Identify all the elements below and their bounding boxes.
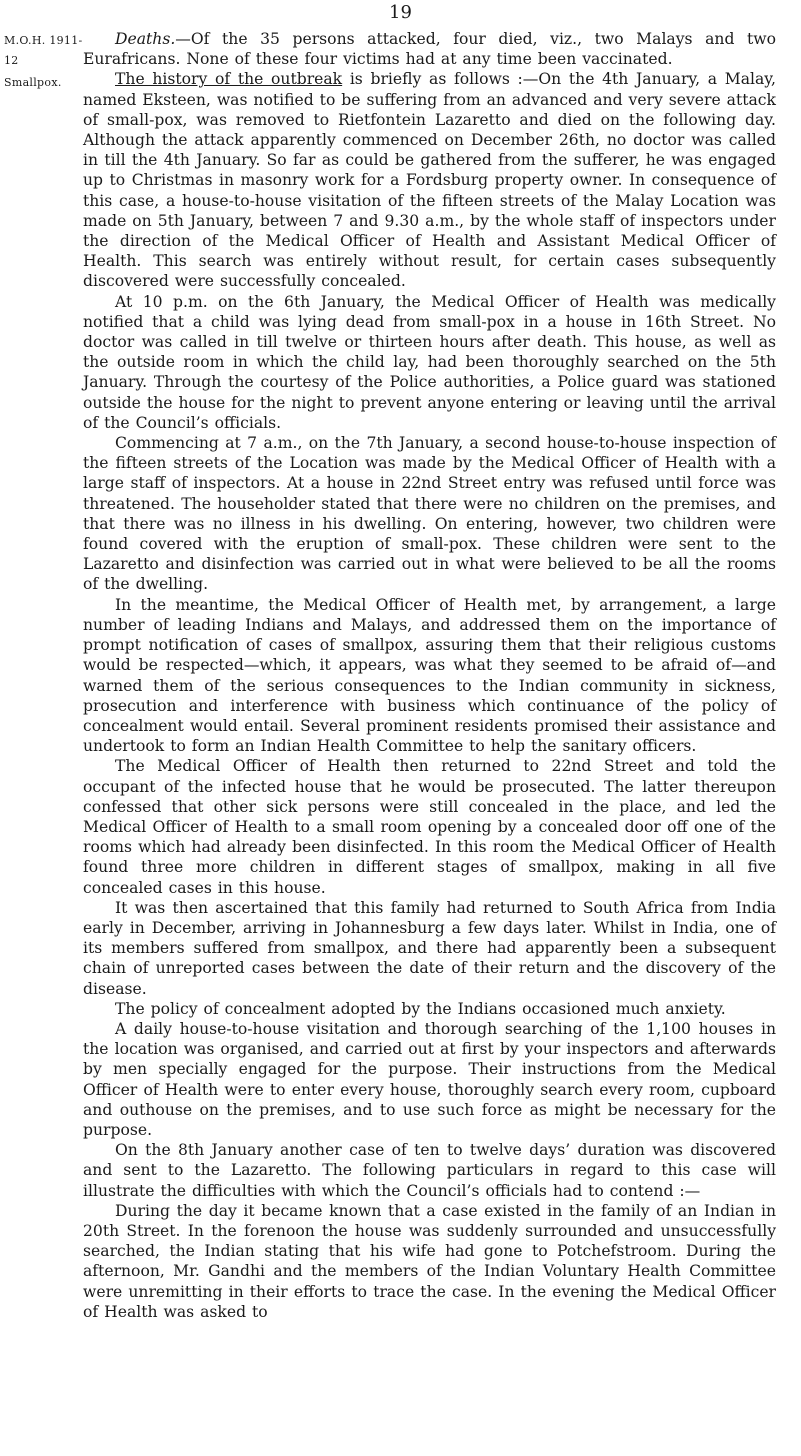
margin-report: M.O.H. 1911-12 — [4, 34, 83, 67]
paragraph: A daily house-to-house visitation and thorough searching of the 1,100 houses in the location was organised, and carried out at first by your inspectors and afterwards by men specially engaged for the purpose. Their instructions from the Medical Officer of Health were to enter every house, thoroughly search every room, cupboard and outhouse on the premises, and to use such force as might be necessary for the purpose. — [83, 1019, 776, 1139]
margin-notes — [4, 31, 84, 93]
paragraph: During the day it became known that a case existed in the family of an Indian in 20th Street. In the forenoon the house was suddenly surrounded and unsuccessfully searched, the Indian stating that his wife had gone to Potchefstroom. During the afternoon, Mr. Gandhi and the members of the Indian Voluntary Health Committee were unremitting in their efforts to trace the case. In the evening the Medical Officer of Health was asked to — [83, 1201, 776, 1321]
paragraph: At 10 p.m. on the 6th January, the Medical Officer of Health was medically notified that a child was lying dead from small-pox in a house in 16th Street. No doctor was called in till twelve or thirteen hours after death. This house, as well as the outside room in which the child lay, had been thoroughly searched on the 5th January. Through the courtesy of the Police authorities, a Police guard was stationed outside the house for the night to prevent anyone entering or leaving until the arrival of the Council’s officials. — [83, 292, 776, 432]
paragraph: It was then ascertained that this family had returned to South Africa from India early in December, arriving in Johannesburg a few days later. Whilst in India, one of its members suffered from smallpox, and there had apparently been a subsequent chain of unreported cases between the date of their return and the discovery of the disease. — [83, 898, 776, 998]
paragraph: In the meantime, the Medical Officer of Health met, by arrangement, a large number of leading Indians and Malays, and addressed them on the importance of prompt notification of cases of smallpox, assuring them that their religious customs would be respected—which, it appears, was what they seemed to be afraid of—and warned them of the serious consequences to the Indian community in sickness, prosecution and interference with business which continuance of the policy of concealment would entail. Several prominent residents promised their assistance and undertook to form an Indian Health Committee to help the sanitary officers. — [83, 595, 776, 756]
paragraph: The history of the outbreak is briefly as follows :—On the 4th January, a Malay, named Eksteen, was notified to be suffering from an advanced and very severe attack of small-pox, was removed to Rietfontein Lazaretto and died on the following day. Although the attack apparently commenced on December 26th, no doctor was called in till the 4th January. So far as could be gathered from the sufferer, he was engaged up to Christmas in masonry work for a Fordsburg property owner. In consequence of this case, a house-to-house visitation of the fifteen streets of the Malay Location was made on 5th January, between 7 and 9.30 a.m., by the whole staff of inspectors under the direction of the Medical Officer of Health and Assistant Medical Officer of Health. This search was entirely without result, for certain cases subsequently discovered were successfully concealed. — [83, 70, 776, 291]
section-lead: Deaths. — [115, 30, 176, 48]
body-text — [83, 29, 776, 1322]
paragraph: On the 8th January another case of ten to twelve days’ duration was discovered and sent to the Lazaretto. The following particulars in regard to this case will illustrate the difficulties with which the Council’s officials had to contend :— — [83, 1141, 776, 1200]
paragraph: The policy of concealment adopted by the Indians occasioned much anxiety. — [115, 999, 726, 1018]
margin-topic: Smallpox. — [4, 76, 62, 89]
section-lead: The history of the outbreak — [115, 70, 343, 89]
paragraph: Deaths.—Of the 35 persons attacked, four died, viz., two Malays and two Eurafricans. None of these four victims had at any time been vaccinated. — [83, 30, 776, 69]
page-number: 19 — [389, 2, 412, 23]
paragraph: Commencing at 7 a.m., on the 7th January, a second house-to-house inspection of the fifteen streets of the Location was made by the Medical Officer of Health with a large staff of inspectors. At a house in 22nd Street entry was refused until force was threatened. The householder stated that there were no children on the premises, and that there was no illness in his dwelling. On entering, however, two children were found covered with the eruption of small-pox. These children were sent to the Lazaretto and disinfection was carried out in what were believed to be all the rooms of the dwelling. — [83, 434, 776, 594]
paragraph: The Medical Officer of Health then returned to 22nd Street and told the occupant of the infected house that he would be prosecuted. The latter thereupon confessed that other sick persons were still concealed in the place, and led the Medical Officer of Health to a small room opening by a concealed door off one of the rooms which had already been disinfected. In this room the Medical Officer of Health found three more children in different stages of smallpox, making in all five concealed cases in this house. — [83, 757, 776, 897]
